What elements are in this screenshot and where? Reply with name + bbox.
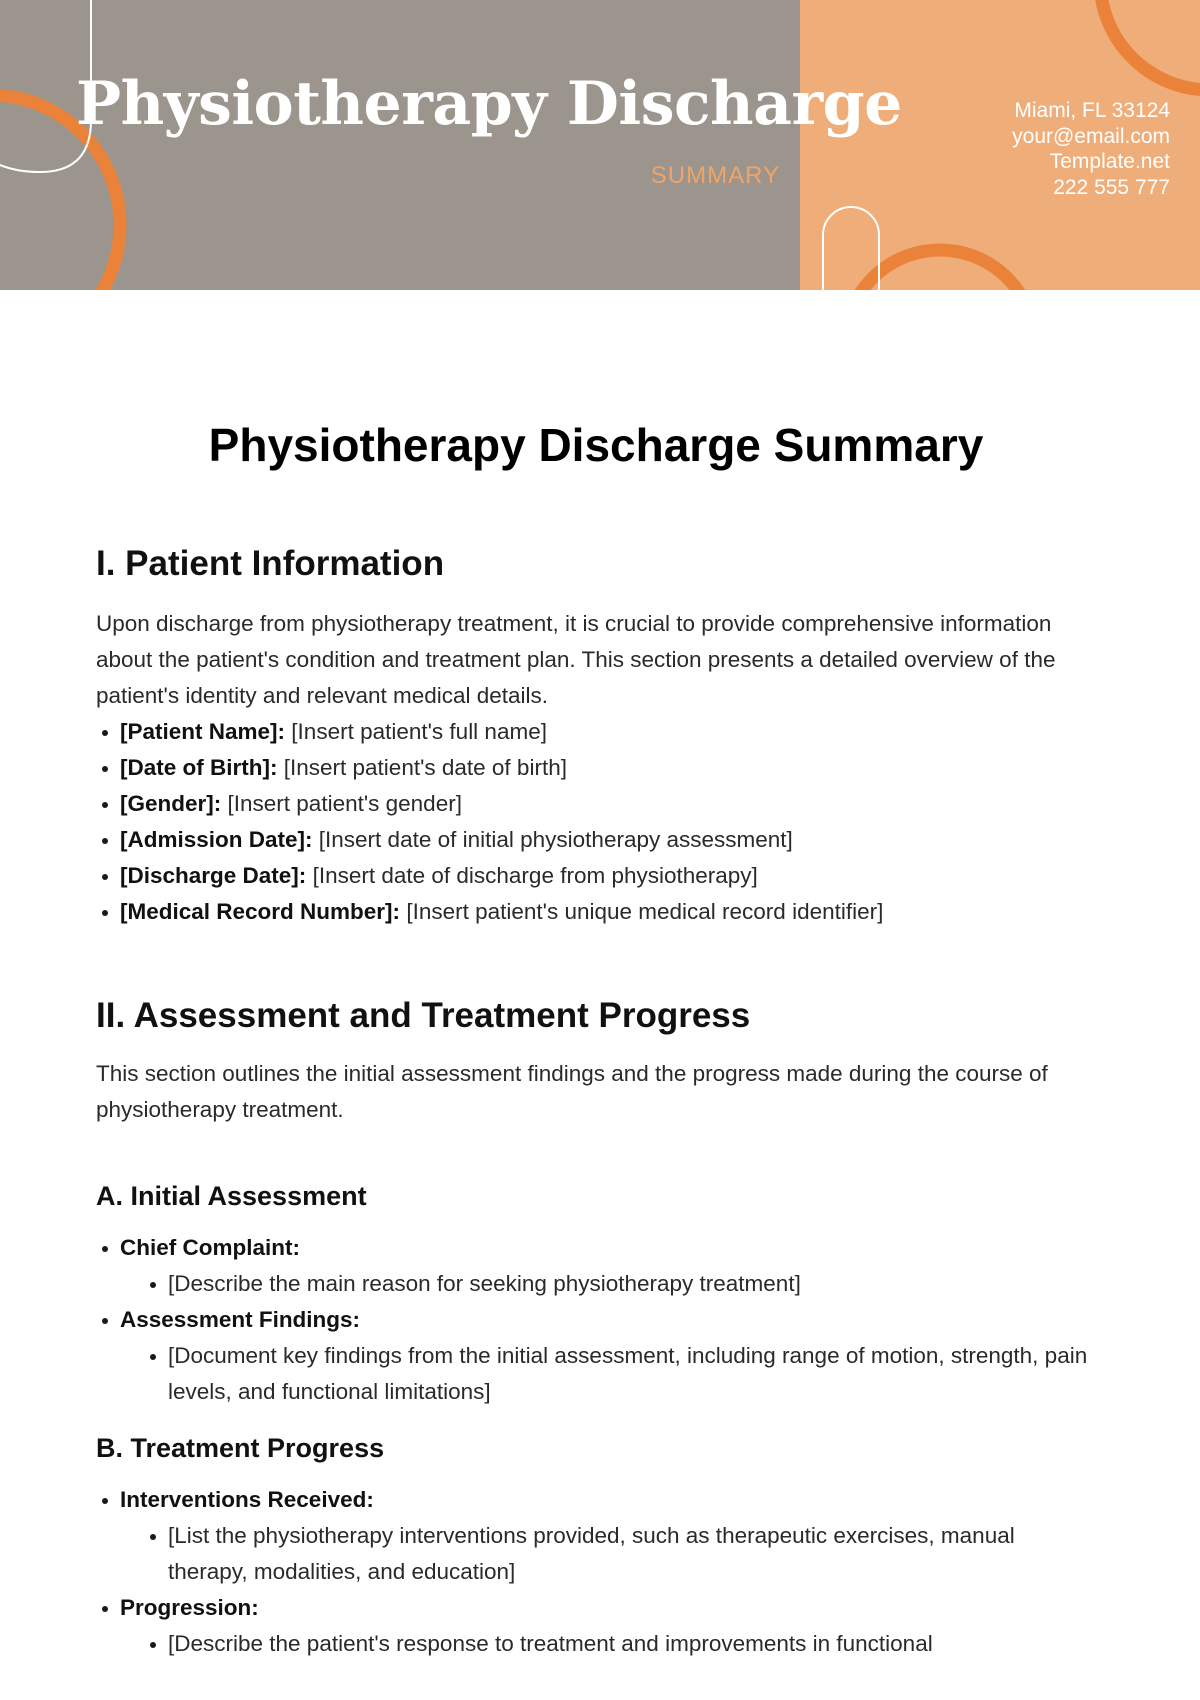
list-item: [Describe the patient's response to treatment and improvements in functional (144, 1626, 1096, 1662)
list-item: [Patient Name]: [Insert patient's full name] (96, 714, 1096, 750)
banner-title: Physiotherapy Discharge (76, 69, 902, 139)
top-right-orange-arc (1100, 0, 1200, 90)
document-title: Physiotherapy Discharge Summary (208, 419, 984, 471)
bottom-orange-arc (845, 250, 1035, 290)
treatment-progress-list (96, 1482, 1096, 1662)
list-item: [Date of Birth]: [Insert patient's date of birth] (96, 750, 1096, 786)
patient-fields-list (96, 714, 1096, 930)
list-item: Progression: [Describe the patient's response to treatment and improvements in functional (96, 1590, 1096, 1662)
section-patient-information-heading: I. Patient Information (96, 544, 445, 583)
contact-phone: 222 555 777 (1053, 175, 1170, 199)
section-assessment-heading: II. Assessment and Treatment Progress (96, 996, 751, 1035)
contact-address: Miami, FL 33124 (1014, 99, 1170, 122)
list-item: Assessment Findings: [Document key findings from the initial assessment, including range of motion, strength, pain levels, and functional limitations] (96, 1302, 1096, 1410)
list-item: [Admission Date]: [Insert date of initial physiotherapy assessment] (96, 822, 1096, 858)
assessment-intro: This section outlines the initial assessment findings and the progress made during the course of physiotherapy treatment. (96, 1061, 1048, 1122)
header-banner (0, 0, 1200, 290)
list-item: [Medical Record Number]: [Insert patient's unique medical record identifier] (96, 894, 1096, 930)
document-body (96, 410, 1096, 1662)
initial-assessment-heading: A. Initial Assessment (96, 1181, 367, 1211)
list-item: Chief Complaint: [Describe the main reason for seeking physiotherapy treatment] (96, 1230, 1096, 1302)
contact-website: Template.net (1049, 150, 1170, 173)
treatment-progress-heading: B. Treatment Progress (96, 1433, 385, 1463)
list-item: [Gender]: [Insert patient's gender] (96, 786, 1096, 822)
list-item: [Discharge Date]: [Insert date of discharge from physiotherapy] (96, 858, 1096, 894)
banner-subtitle: SUMMARY (650, 162, 780, 189)
list-item: [Document key findings from the initial assessment, including range of motion, strength, pain levels, and functional limitations] (144, 1338, 1096, 1410)
initial-assessment-list (96, 1230, 1096, 1410)
contact-info (1012, 98, 1170, 200)
contact-email: your@email.com (1012, 124, 1170, 148)
patient-information-intro: Upon discharge from physiotherapy treatment, it is crucial to provide comprehensive information about the patient's condition and treatment plan. This section presents a detailed overview of the patient's identity and relevant medical details. (96, 611, 1056, 708)
list-item: [List the physiotherapy interventions provided, such as therapeutic exercises, manual therapy, modalities, and education] (144, 1518, 1096, 1590)
list-item: Interventions Received: [List the physiotherapy interventions provided, such as therapeutic exercises, manual therapy, modalities, and education] (96, 1482, 1096, 1590)
list-item: [Describe the main reason for seeking physiotherapy treatment] (144, 1266, 1096, 1302)
